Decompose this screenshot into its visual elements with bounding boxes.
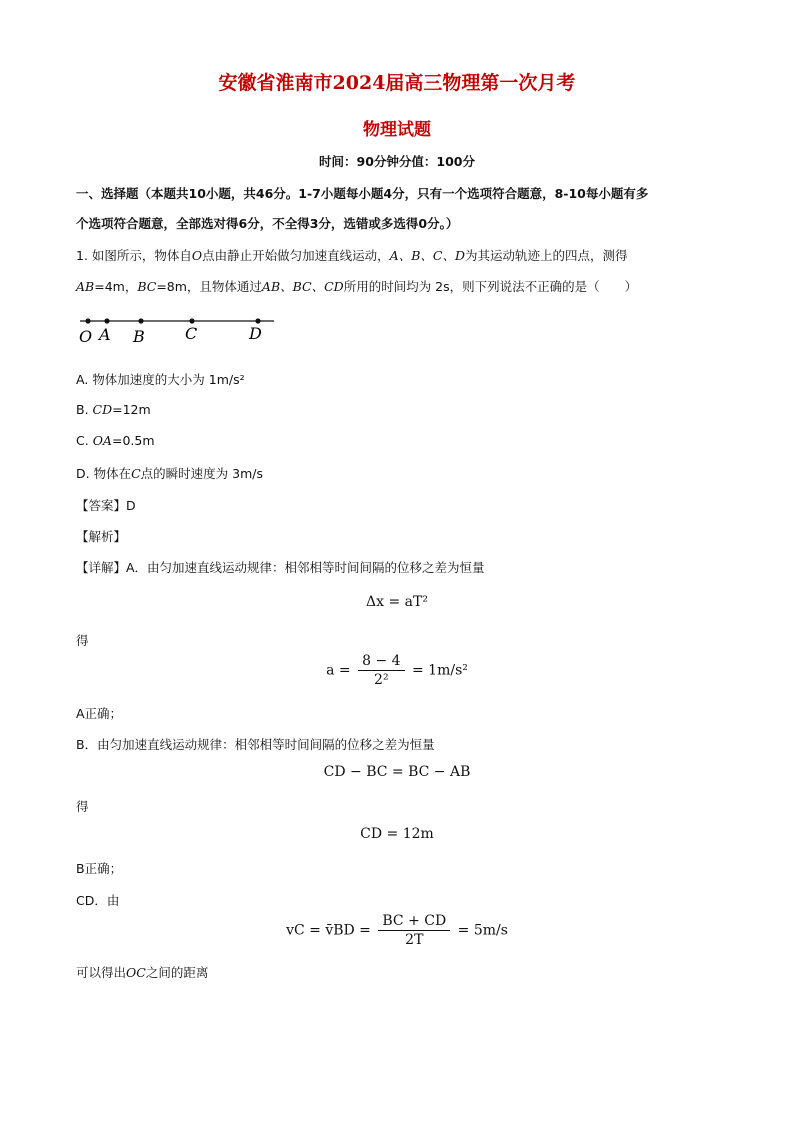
- equation-velocity: [0, 913, 794, 948]
- exam-meta: 时间：90分钟分值：100分: [319, 154, 475, 169]
- label-o: O: [79, 327, 93, 346]
- option-c: [76, 433, 155, 448]
- option-b: [76, 402, 151, 417]
- q-text: =8m，且物体通过: [156, 279, 262, 294]
- document-title: 安徽省淮南市2024届高三物理第一次月考: [218, 72, 576, 94]
- option-c-var: OA: [92, 433, 112, 448]
- eq5-lhs: vC = v̄BD =: [286, 922, 371, 939]
- option-b-prefix: B.: [76, 402, 93, 417]
- equation-delta-x: Δx = aT²: [366, 594, 428, 610]
- point-d-dot: [255, 318, 260, 323]
- question-1-line1: [76, 246, 628, 264]
- option-a: A. 物体加速度的大小为 1m/s²: [76, 372, 245, 387]
- detail-cd-intro: CD．由: [76, 893, 120, 908]
- question-1-line2: [76, 277, 637, 295]
- q-var-o: O: [191, 248, 203, 263]
- motion-diagram: [74, 312, 284, 348]
- last-line-prefix: 可以得出: [76, 965, 127, 980]
- equation-cd: CD = 12m: [360, 826, 434, 842]
- option-d-value: 点的瞬时速度为 3m/s: [140, 466, 263, 481]
- option-d-var: C: [131, 466, 141, 481]
- option-d: [76, 464, 263, 482]
- eq2-rhs: = 1m/s²: [412, 662, 468, 679]
- point-o-dot: [85, 318, 90, 323]
- eq5-fraction: [378, 913, 450, 948]
- label-c: C: [185, 324, 198, 343]
- q-var-ab: AB: [76, 279, 95, 294]
- eq2-lhs: a =: [326, 662, 351, 679]
- section-heading-line1: 一、选择题（本题共10小题，共46分。1-7小题每小题4分，只有一个选项符合题意，8-10每小题有多: [76, 186, 649, 201]
- eq5-numerator: BC + CD: [378, 913, 450, 931]
- point-a-dot: [104, 318, 109, 323]
- q-text: =4m，: [94, 279, 138, 294]
- option-b-value: =12m: [112, 402, 151, 417]
- eq2-denominator: 2²: [374, 672, 389, 688]
- eq2-numerator: 8 − 4: [358, 653, 404, 671]
- label-d: D: [249, 324, 262, 343]
- text-de-1: 得: [76, 633, 89, 648]
- q-var-bc: BC: [137, 279, 157, 294]
- answer-label: 【答案】D: [76, 498, 136, 513]
- last-line: [76, 963, 208, 981]
- detail-a-intro: 【详解】A．由匀加速直线运动规律：相邻相等时间间隔的位移之差为恒量: [76, 560, 485, 575]
- section-heading-line2: 个选项符合题意，全部选对得6分，不全得3分，选错或多选得0分。）: [76, 216, 459, 231]
- text-a-correct: A正确；: [76, 706, 123, 721]
- equation-differences: CD − BC = BC − AB: [323, 764, 471, 780]
- q-text: 为其运动轨迹上的四点，测得: [464, 248, 628, 263]
- equation-acceleration: [0, 653, 794, 688]
- point-b-dot: [138, 318, 143, 323]
- eq5-rhs: = 5m/s: [457, 922, 508, 939]
- last-line-suffix: 之间的距离: [145, 965, 209, 980]
- analysis-label: 【解析】: [76, 529, 127, 544]
- label-b: B: [133, 327, 145, 346]
- last-line-var: OC: [126, 965, 146, 980]
- detail-b-intro: B．由匀加速直线运动规律：相邻相等时间间隔的位移之差为恒量: [76, 737, 435, 752]
- eq2-fraction: [358, 653, 404, 688]
- point-c-dot: [189, 318, 194, 323]
- option-c-prefix: C.: [76, 433, 93, 448]
- eq5-denominator: 2T: [405, 932, 424, 948]
- q-text: 1. 如图所示，物体自: [76, 248, 192, 263]
- q-text: 点由静止开始做匀加速直线运动，: [202, 248, 390, 263]
- label-a: A: [99, 325, 111, 344]
- q-text: 所用的时间均为 2s，则下列说法不正确的是（ ）: [343, 279, 638, 294]
- option-c-value: =0.5m: [111, 433, 155, 448]
- q-var-segments: AB、BC、CD: [261, 279, 344, 294]
- text-b-correct: B正确；: [76, 861, 123, 876]
- q-var-points: A、B、C、D: [389, 248, 465, 263]
- document-subtitle: 物理试题: [363, 120, 431, 140]
- option-d-prefix: D. 物体在: [76, 466, 132, 481]
- text-de-2: 得: [76, 799, 89, 814]
- option-b-var: CD: [92, 402, 113, 417]
